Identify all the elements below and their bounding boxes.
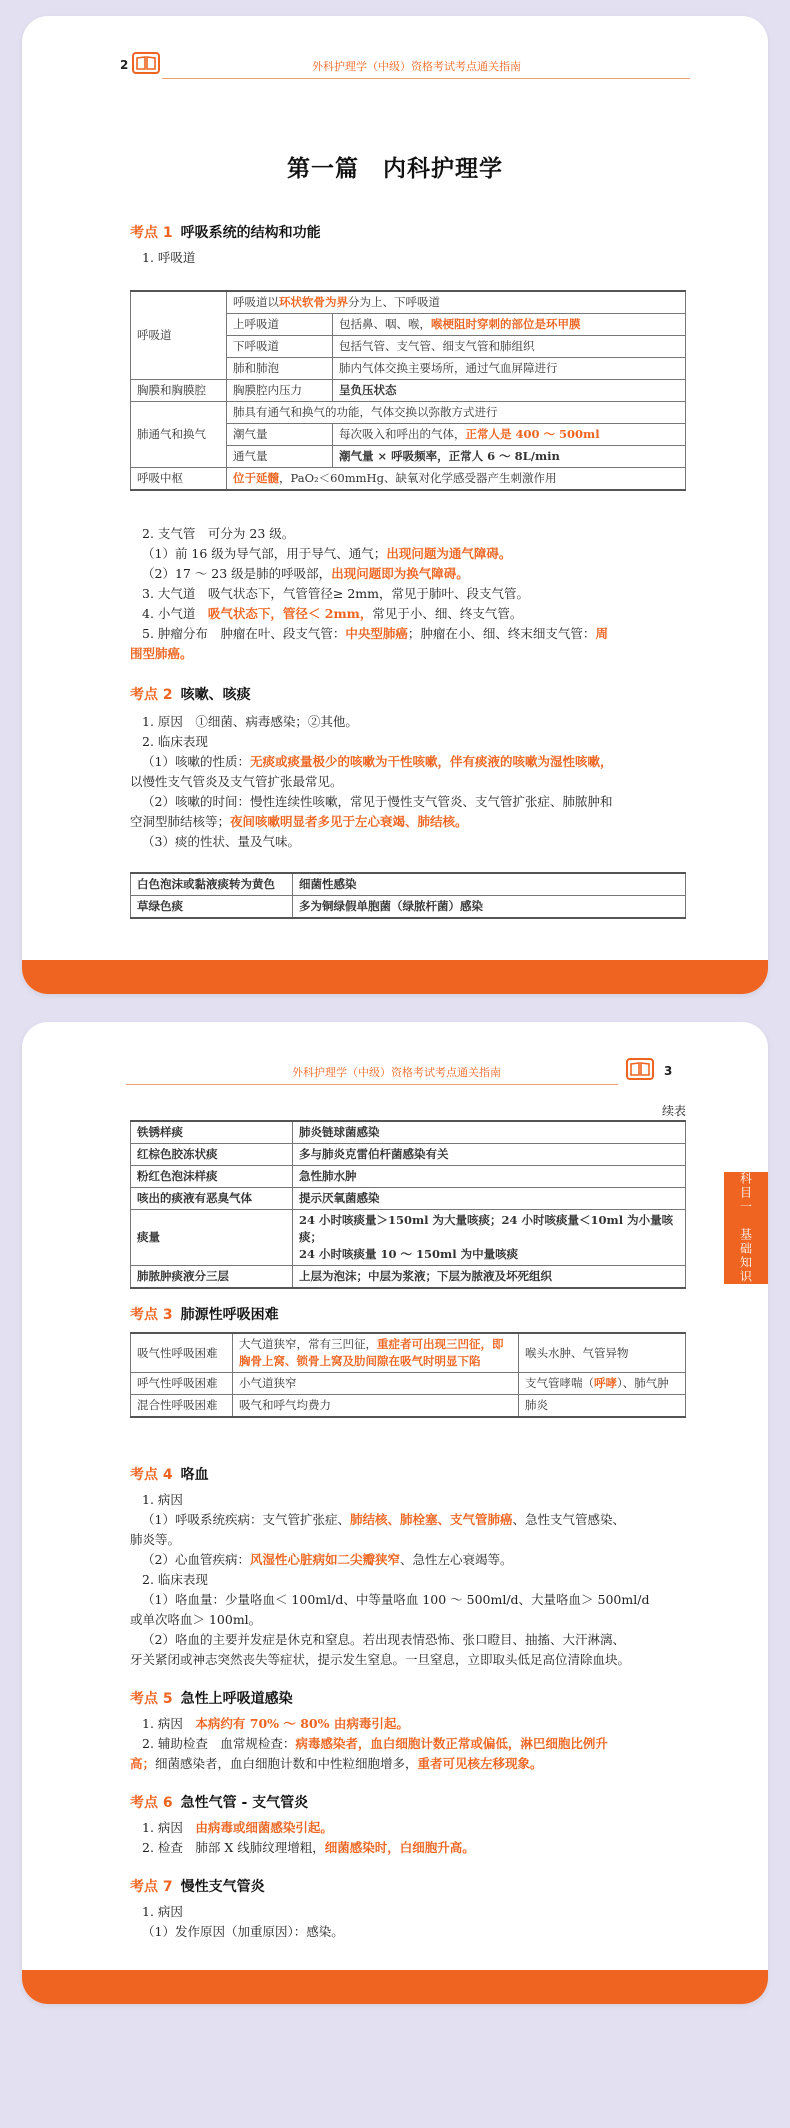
kp1-title: 呼吸系统的结构和功能 — [180, 225, 321, 241]
page-footer-bar — [22, 1970, 768, 2004]
kp7-p1: 1. 病因 — [142, 1904, 183, 1919]
kp7-p1a: （1）发作原因（加重原因）：感染。 — [142, 1924, 344, 1939]
cell: 肺炎链球菌感染 — [293, 1121, 686, 1144]
cell: 吸气性呼吸困难 — [131, 1333, 233, 1373]
page2-content — [130, 1022, 686, 2004]
kp1-p3: 3. 大气道 吸气状态下，气管管径≥ 2mm，常见于肺叶、段支气管。 — [142, 586, 530, 601]
cell: 多与肺炎克雷伯杆菌感染有关 — [293, 1144, 686, 1166]
chapter-title: 第一篇 内科护理学 — [287, 156, 503, 182]
cell: 上呼吸道 — [227, 314, 333, 336]
cell: 提示厌氧菌感染 — [293, 1188, 686, 1210]
kp7-heading — [130, 1876, 265, 1896]
page1-content — [130, 16, 686, 994]
sputum-table-part1 — [130, 872, 686, 919]
page-right — [22, 1022, 768, 2004]
sputum-table-part2 — [130, 1120, 686, 1289]
kp1-item1: 1. 呼吸道 — [142, 250, 196, 265]
kp4-p2: 2. 临床表现 — [142, 1572, 208, 1587]
kp1-p2a: （1）前 16 级为导气部，用于导气、通气；出现问题为通气障碍。 — [142, 546, 512, 561]
subject-side-tab: 科目一 基础知识 — [724, 1172, 768, 1284]
cell: 吸气和呼气均费力 — [233, 1395, 519, 1418]
cell: 胸膜和胸膜腔 — [131, 380, 227, 402]
cell: 呼吸道以环状软骨为界分为上、下呼吸道 — [227, 291, 686, 314]
kp2-p2b: （2）咳嗽的时间：慢性连续性咳嗽，常见于慢性支气管炎、支气管扩张症、肺脓肿和 — [142, 794, 613, 809]
kp4-p1a: （1）呼吸系统疾病：支气管扩张症、肺结核、肺栓塞、支气管肺癌、急性支气管感染、 — [142, 1512, 625, 1527]
kp1-p4: 4. 小气道 吸气状态下，管径＜ 2mm，常见于小、细、终支气管。 — [142, 606, 523, 621]
cell: 草绿色痰 — [131, 896, 293, 919]
kp4-p1b: （2）心血管疾病：风湿性心脏病如二尖瓣狭窄、急性左心衰竭等。 — [142, 1552, 513, 1567]
cell: 呼吸中枢 — [131, 468, 227, 491]
kp2-p1: 1. 原因 ①细菌、病毒感染；②其他。 — [142, 714, 358, 729]
cell: 肺具有通气和换气的功能，气体交换以弥散方式进行 — [227, 402, 686, 424]
cell: 多为铜绿假单胞菌（绿脓杆菌）感染 — [293, 896, 686, 919]
cell: 肺内气体交换主要场所，通过气血屏障进行 — [333, 358, 686, 380]
kp4-heading — [130, 1464, 209, 1484]
cell: 小气道狭窄 — [233, 1373, 519, 1395]
kp4-p2a-cont: 或单次咯血＞ 100ml。 — [130, 1612, 262, 1627]
cell: 包括气管、支气管、细支气管和肺组织 — [333, 336, 686, 358]
cell: 喉头水肿、气管异物 — [519, 1333, 686, 1373]
dyspnea-table — [130, 1332, 686, 1418]
cell: 肺脓肿痰液分三层 — [131, 1266, 293, 1289]
kp2-p2a-cont: 以慢性支气管炎及支气管扩张最常见。 — [130, 774, 343, 789]
kp2-title: 咳嗽、咳痰 — [180, 687, 251, 703]
page-number: 2 — [120, 58, 129, 72]
kp6-p2: 2. 检查 肺部 X 线肺纹理增粗，细菌感染时，白细胞升高。 — [142, 1840, 475, 1855]
cell: 铁锈样痰 — [131, 1121, 293, 1144]
cell: 急性肺水肿 — [293, 1166, 686, 1188]
kp6-p1: 1. 病因 由病毒或细菌感染引起。 — [142, 1820, 333, 1835]
kp2-p2c: （3）痰的性状、量及气味。 — [142, 834, 300, 849]
kp2-number: 考点 2 — [130, 687, 173, 703]
kp1-p2: 2. 支气管 可分为 23 级。 — [142, 526, 295, 541]
cell: 呼气性呼吸困难 — [131, 1373, 233, 1395]
kp5-number: 考点 5 — [130, 1691, 173, 1707]
cell: 24 小时咳痰量＞150ml 为大量咳痰；24 小时咳痰量＜10ml 为小量咳痰； 24 小时咳痰量 10 ～ 150ml 为中量咳痰 — [293, 1210, 686, 1266]
cell: 肺炎 — [519, 1395, 686, 1418]
page-footer-bar — [22, 960, 768, 994]
continued-label: 续表 — [661, 1104, 686, 1118]
kp1-number: 考点 1 — [130, 225, 173, 241]
kp4-p1: 1. 病因 — [142, 1492, 183, 1507]
page-number: 3 — [664, 1064, 673, 1078]
kp1-heading — [130, 222, 321, 242]
kp5-title: 急性上呼吸道感染 — [180, 1691, 293, 1707]
cell: 肺和肺泡 — [227, 358, 333, 380]
kp2-p2: 2. 临床表现 — [142, 734, 208, 749]
cell: 粉红色泡沫样痰 — [131, 1166, 293, 1188]
book-title: 外科护理学（中级）资格考试考点通关指南 — [312, 60, 521, 73]
kp3-heading — [130, 1304, 279, 1324]
kp7-number: 考点 7 — [130, 1879, 173, 1895]
kp2-p2a: （1）咳嗽的性质：无痰或痰量极少的咳嗽为干性咳嗽，伴有痰液的咳嗽为湿性咳嗽， — [142, 754, 613, 769]
kp4-p2a: （1）咯血量：少量咯血＜ 100ml/d、中等量咯血 100 ～ 500ml/d、大量咯血＞ 500ml/d — [142, 1592, 650, 1607]
kp3-number: 考点 3 — [130, 1307, 173, 1323]
cell: 通气量 — [227, 446, 333, 468]
kp4-number: 考点 4 — [130, 1467, 173, 1483]
kp7-title: 慢性支气管炎 — [180, 1879, 265, 1895]
cell: 细菌性感染 — [293, 873, 686, 896]
kp5-heading — [130, 1688, 293, 1708]
cell: 包括鼻、咽、喉，喉梗阻时穿刺的部位是环甲膜 — [333, 314, 686, 336]
respiratory-structure-table — [130, 290, 686, 491]
kp6-title: 急性气管 - 支气管炎 — [180, 1795, 309, 1811]
cell: 呈负压状态 — [333, 380, 686, 402]
cell: 支气管哮喘（呼哮）、肺气肿 — [519, 1373, 686, 1395]
kp5-p2-cont: 高；细菌感染者，血白细胞计数和中性粒细胞增多，重者可见核左移现象。 — [130, 1756, 543, 1771]
cell: 痰量 — [131, 1210, 293, 1266]
cell: 潮气量 × 呼吸频率，正常人 6 ～ 8L/min — [333, 446, 686, 468]
kp1-p5: 5. 肿瘤分布 肿瘤在叶、段支气管：中央型肺癌；肿瘤在小、细、终末细支气管：周 — [142, 626, 608, 641]
cell: 混合性呼吸困难 — [131, 1395, 233, 1418]
kp5-p1: 1. 病因 本病约有 70% ～ 80% 由病毒引起。 — [142, 1716, 409, 1731]
cell: 胸膜腔内压力 — [227, 380, 333, 402]
cell: 位于延髓，PaO₂＜60mmHg、缺氧对化学感受器产生刺激作用 — [227, 468, 686, 491]
kp1-p2b: （2）17 ～ 23 级是肺的呼吸部，出现问题即为换气障碍。 — [142, 566, 469, 581]
book-title: 外科护理学（中级）资格考试考点通关指南 — [292, 1066, 501, 1079]
kp5-p2: 2. 辅助检查 血常规检查：病毒感染者，血白细胞计数正常或偏低，淋巴细胞比例升 — [142, 1736, 608, 1751]
cell: 潮气量 — [227, 424, 333, 446]
kp4-title: 咯血 — [180, 1467, 209, 1483]
kp4-p1a-cont: 肺炎等。 — [130, 1532, 181, 1547]
kp6-number: 考点 6 — [130, 1795, 173, 1811]
cell: 呼吸道 — [131, 291, 227, 380]
kp3-title: 肺源性呼吸困难 — [180, 1307, 279, 1323]
kp2-heading — [130, 684, 251, 704]
kp4-p2b-cont: 牙关紧闭或神志突然丧失等症状，提示发生窒息。一旦窒息，立即取头低足高位清除血块。 — [130, 1652, 631, 1667]
kp6-heading — [130, 1792, 308, 1812]
cell: 上层为泡沫；中层为浆液；下层为脓液及坏死组织 — [293, 1266, 686, 1289]
kp2-p2b-cont: 空洞型肺结核等；夜间咳嗽明显者多见于左心衰竭、肺结核。 — [130, 814, 468, 829]
cell: 白色泡沫或黏液痰转为黄色 — [131, 873, 293, 896]
cell: 咳出的痰液有恶臭气体 — [131, 1188, 293, 1210]
cell: 肺通气和换气 — [131, 402, 227, 468]
kp1-p5-cont: 围型肺癌。 — [130, 646, 193, 661]
cell: 每次吸入和呼出的气体，正常人是 400 ～ 500ml — [333, 424, 686, 446]
kp4-p2b: （2）咯血的主要并发症是休克和窒息。若出现表情恐怖、张口瞪目、抽搐、大汗淋漓、 — [142, 1632, 625, 1647]
cell: 大气道狭窄，常有三凹征，重症者可出现三凹征，即胸骨上窝、锁骨上窝及肋间隙在吸气时明显下陷 — [233, 1333, 519, 1373]
cell: 下呼吸道 — [227, 336, 333, 358]
page-left — [22, 16, 768, 994]
cell: 红棕色胶冻状痰 — [131, 1144, 293, 1166]
